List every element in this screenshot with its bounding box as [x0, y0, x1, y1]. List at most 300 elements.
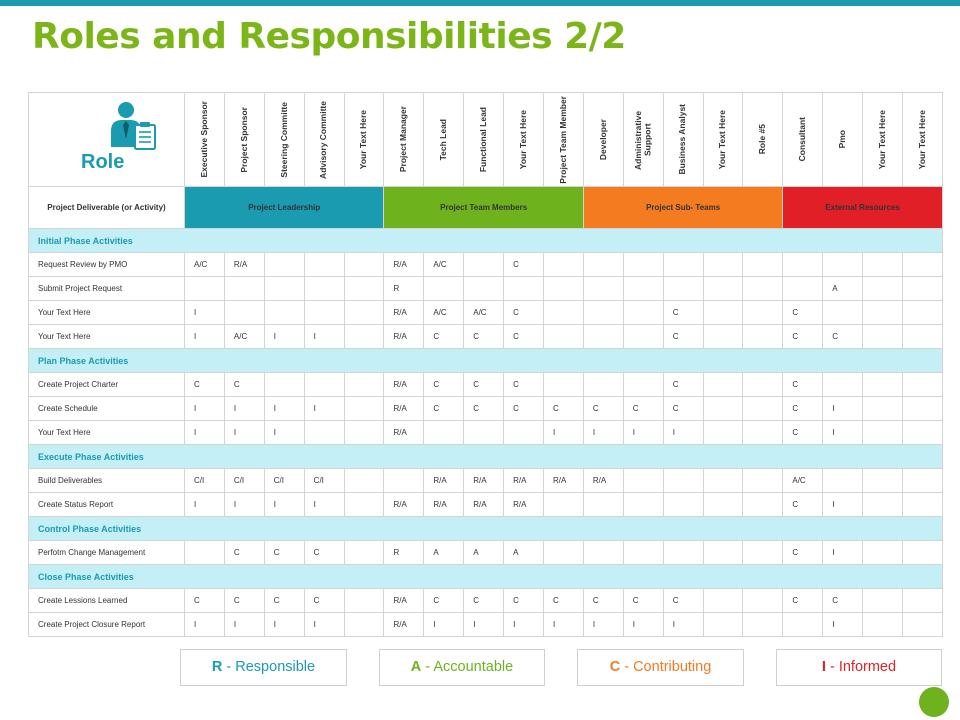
legend-text: - Responsible — [222, 659, 316, 675]
raci-cell: R/A — [424, 469, 464, 493]
raci-cell: C — [464, 325, 504, 349]
raci-cell — [344, 469, 384, 493]
role-column-header — [264, 93, 304, 187]
raci-cell — [344, 493, 384, 517]
role-name: Your Text Here — [358, 109, 369, 170]
raci-cell: R/A — [384, 493, 424, 517]
legend-item — [379, 649, 545, 686]
raci-cell — [583, 493, 623, 517]
raci-cell — [304, 421, 344, 445]
raci-cell: R/A — [384, 325, 424, 349]
raci-cell — [304, 277, 344, 301]
raci-cell: I — [304, 325, 344, 349]
raci-cell: C — [224, 589, 264, 613]
raci-cell: A — [464, 541, 504, 565]
role-name: Advisory Committe — [318, 100, 329, 179]
role-name: Executive Sponsor — [198, 101, 209, 178]
raci-cell — [344, 421, 384, 445]
raci-cell — [224, 277, 264, 301]
raci-cell — [703, 613, 743, 637]
raci-cell — [344, 589, 384, 613]
raci-cell — [304, 301, 344, 325]
raci-cell — [703, 277, 743, 301]
raci-cell — [743, 421, 783, 445]
page-title: Roles and Responsibilities 2/2 — [32, 16, 626, 57]
raci-cell — [743, 493, 783, 517]
raci-cell — [264, 301, 304, 325]
raci-cell: C — [823, 589, 863, 613]
raci-cell — [504, 277, 544, 301]
raci-cell — [783, 253, 823, 277]
group-header: Project Sub- Teams — [583, 187, 782, 229]
raci-cell: I — [185, 397, 225, 421]
role-name: Your Text Here — [916, 109, 927, 170]
raci-cell — [344, 397, 384, 421]
raci-cell — [663, 277, 703, 301]
activity-name: Your Text Here — [29, 325, 185, 349]
raci-cell — [903, 469, 943, 493]
group-header: External Resources — [783, 187, 943, 229]
raci-cell: R/A — [384, 373, 424, 397]
table-row — [29, 397, 943, 421]
phase-row — [29, 349, 943, 373]
raci-cell — [264, 373, 304, 397]
raci-cell: I — [823, 541, 863, 565]
raci-cell: I — [264, 325, 304, 349]
role-column-header — [623, 93, 663, 187]
raci-cell: R/A — [224, 253, 264, 277]
raci-cell: I — [823, 493, 863, 517]
raci-cell — [743, 301, 783, 325]
raci-cell — [903, 613, 943, 637]
person-clipboard-icon — [109, 101, 159, 151]
raci-matrix — [28, 92, 943, 637]
role-column-header — [544, 93, 584, 187]
raci-cell: C — [783, 541, 823, 565]
role-name: Project Sponsor — [238, 106, 249, 173]
raci-cell: C — [304, 589, 344, 613]
raci-cell: R — [384, 541, 424, 565]
raci-cell — [743, 325, 783, 349]
raci-cell: C — [544, 397, 584, 421]
raci-cell: R/A — [504, 469, 544, 493]
role-name: Project Team Member — [557, 95, 568, 184]
table-row — [29, 325, 943, 349]
raci-cell: C — [304, 541, 344, 565]
raci-cell — [863, 541, 903, 565]
raci-cell: C — [823, 325, 863, 349]
raci-cell: A/C — [464, 301, 504, 325]
legend-text: - Accountable — [421, 659, 514, 675]
role-header-cell — [29, 93, 185, 187]
raci-cell: R/A — [544, 469, 584, 493]
raci-cell: I — [823, 613, 863, 637]
raci-cell — [703, 325, 743, 349]
raci-cell: I — [544, 613, 584, 637]
raci-cell: C/I — [224, 469, 264, 493]
raci-cell — [863, 277, 903, 301]
raci-cell — [903, 589, 943, 613]
raci-cell: C — [663, 301, 703, 325]
raci-cell — [623, 493, 663, 517]
raci-cell — [863, 469, 903, 493]
raci-cell: I — [583, 613, 623, 637]
legend-text: - Contributing — [620, 659, 712, 675]
raci-cell: I — [304, 397, 344, 421]
raci-cell: C — [783, 589, 823, 613]
phase-row — [29, 229, 943, 253]
raci-cell: C — [663, 589, 703, 613]
role-name: Functional Lead — [478, 106, 488, 173]
raci-cell: C — [783, 373, 823, 397]
activity-name: Submit Project Request — [29, 277, 185, 301]
raci-cell — [464, 421, 504, 445]
raci-cell: C — [504, 397, 544, 421]
activity-name: Create Project Closure Report — [29, 613, 185, 637]
raci-cell: C — [264, 589, 304, 613]
raci-cell — [544, 253, 584, 277]
phase-label: Initial Phase Activities — [29, 229, 943, 253]
legend-letter: R — [211, 659, 223, 675]
raci-cell: I — [464, 613, 504, 637]
role-name: Your Text Here — [717, 109, 728, 170]
raci-cell: C — [783, 493, 823, 517]
activity-name: Create Status Report — [29, 493, 185, 517]
raci-cell: A/C — [424, 301, 464, 325]
raci-cell: R/A — [384, 301, 424, 325]
raci-cell: C — [623, 589, 663, 613]
raci-cell: I — [504, 613, 544, 637]
group-header: Project Team Members — [384, 187, 583, 229]
table-row — [29, 253, 943, 277]
role-column-header — [344, 93, 384, 187]
raci-cell: C — [663, 397, 703, 421]
raci-cell — [623, 541, 663, 565]
raci-cell: C — [783, 301, 823, 325]
role-column-header — [224, 93, 264, 187]
raci-cell — [783, 277, 823, 301]
raci-cell — [544, 541, 584, 565]
role-name: Administrative Support — [632, 109, 653, 170]
phase-label: Close Phase Activities — [29, 565, 943, 589]
raci-cell — [583, 277, 623, 301]
activity-name: Create Lessions Learned — [29, 589, 185, 613]
table-row — [29, 373, 943, 397]
top-accent-bar — [0, 0, 960, 6]
raci-cell — [185, 541, 225, 565]
raci-cell: C — [264, 541, 304, 565]
raci-cell — [903, 253, 943, 277]
raci-cell — [304, 373, 344, 397]
raci-cell — [663, 253, 703, 277]
raci-cell: C/I — [304, 469, 344, 493]
role-name: Your Text Here — [876, 109, 887, 170]
raci-cell — [224, 301, 264, 325]
raci-cell: A/C — [185, 253, 225, 277]
raci-cell: I — [663, 421, 703, 445]
raci-cell: C — [504, 589, 544, 613]
table-row — [29, 469, 943, 493]
raci-cell: I — [185, 613, 225, 637]
phase-row — [29, 445, 943, 469]
raci-cell — [743, 373, 783, 397]
raci-cell: C — [504, 253, 544, 277]
raci-cell — [903, 397, 943, 421]
raci-cell — [583, 325, 623, 349]
raci-cell: C — [583, 589, 623, 613]
role-column-header — [903, 93, 943, 187]
activity-name: Request Review by PMO — [29, 253, 185, 277]
raci-cell — [663, 469, 703, 493]
role-header-row — [29, 93, 943, 187]
raci-cell — [903, 421, 943, 445]
role-name: Developer — [597, 118, 608, 161]
raci-cell: C — [783, 325, 823, 349]
raci-cell — [583, 541, 623, 565]
raci-cell — [703, 301, 743, 325]
raci-cell: I — [185, 325, 225, 349]
raci-cell — [703, 541, 743, 565]
raci-cell — [663, 541, 703, 565]
table-row — [29, 421, 943, 445]
activity-name: Build Deliverables — [29, 469, 185, 493]
raci-cell — [344, 541, 384, 565]
phase-row — [29, 517, 943, 541]
raci-cell — [623, 373, 663, 397]
legend-letter: C — [609, 659, 621, 675]
raci-cell — [903, 301, 943, 325]
raci-cell: C — [224, 373, 264, 397]
raci-cell: C/I — [185, 469, 225, 493]
raci-cell: R/A — [583, 469, 623, 493]
raci-cell — [863, 613, 903, 637]
raci-cell: I — [544, 421, 584, 445]
raci-cell: A — [823, 277, 863, 301]
group-header-row — [29, 187, 943, 229]
raci-cell — [703, 421, 743, 445]
raci-cell — [264, 253, 304, 277]
raci-cell — [703, 397, 743, 421]
raci-cell — [903, 277, 943, 301]
raci-cell: C — [224, 541, 264, 565]
raci-cell — [544, 277, 584, 301]
raci-cell: I — [823, 421, 863, 445]
raci-cell: I — [424, 613, 464, 637]
raci-cell: A/C — [783, 469, 823, 493]
role-column-header — [863, 93, 903, 187]
role-name: Pmo — [837, 130, 848, 149]
raci-cell — [344, 253, 384, 277]
role-column-header — [304, 93, 344, 187]
raci-cell: A/C — [424, 253, 464, 277]
raci-cell — [544, 325, 584, 349]
raci-cell: C — [424, 325, 464, 349]
raci-cell — [863, 397, 903, 421]
phase-label: Plan Phase Activities — [29, 349, 943, 373]
raci-cell: C — [504, 373, 544, 397]
raci-cell: C — [544, 589, 584, 613]
raci-cell — [903, 493, 943, 517]
role-column-header — [424, 93, 464, 187]
raci-cell: A — [504, 541, 544, 565]
raci-cell: I — [185, 493, 225, 517]
table-row — [29, 301, 943, 325]
raci-cell — [703, 469, 743, 493]
legend-item — [577, 649, 744, 686]
raci-cell: I — [185, 421, 225, 445]
raci-cell: I — [304, 613, 344, 637]
raci-cell — [583, 373, 623, 397]
raci-cell — [823, 301, 863, 325]
table-row — [29, 277, 943, 301]
phase-label: Control Phase Activities — [29, 517, 943, 541]
phase-row — [29, 565, 943, 589]
raci-cell — [863, 253, 903, 277]
raci-cell — [743, 589, 783, 613]
raci-cell — [264, 277, 304, 301]
raci-cell: I — [185, 301, 225, 325]
phase-label: Execute Phase Activities — [29, 445, 943, 469]
raci-cell: C — [424, 589, 464, 613]
role-column-header — [384, 93, 424, 187]
raci-cell — [783, 613, 823, 637]
raci-cell — [623, 253, 663, 277]
raci-cell — [903, 373, 943, 397]
raci-cell: C — [623, 397, 663, 421]
raci-cell — [623, 277, 663, 301]
raci-cell — [623, 469, 663, 493]
raci-cell — [344, 277, 384, 301]
legend-item — [180, 649, 347, 686]
raci-cell: I — [264, 421, 304, 445]
activity-name: Your Text Here — [29, 301, 185, 325]
raci-cell — [544, 493, 584, 517]
raci-cell — [823, 373, 863, 397]
raci-cell — [663, 493, 703, 517]
raci-cell — [863, 325, 903, 349]
role-column-header — [783, 93, 823, 187]
raci-cell — [703, 493, 743, 517]
raci-cell: I — [264, 613, 304, 637]
raci-cell: A — [424, 541, 464, 565]
raci-cell — [743, 253, 783, 277]
role-name: Business Analyst — [677, 104, 688, 175]
raci-cell: C — [583, 397, 623, 421]
role-column-header — [703, 93, 743, 187]
raci-cell: C — [663, 373, 703, 397]
raci-cell: I — [583, 421, 623, 445]
raci-cell: C — [783, 421, 823, 445]
table-row — [29, 589, 943, 613]
raci-cell: C — [783, 397, 823, 421]
raci-cell — [344, 325, 384, 349]
raci-cell — [544, 373, 584, 397]
raci-cell: R/A — [384, 397, 424, 421]
raci-cell — [743, 541, 783, 565]
raci-cell: R/A — [384, 253, 424, 277]
raci-cell: C — [464, 589, 504, 613]
raci-cell: C — [504, 325, 544, 349]
legend-letter: A — [410, 659, 422, 675]
raci-cell — [863, 589, 903, 613]
raci-cell: C/I — [264, 469, 304, 493]
raci-cell — [424, 277, 464, 301]
raci-cell — [703, 589, 743, 613]
raci-cell: I — [823, 397, 863, 421]
role-label: Role — [81, 151, 125, 173]
raci-cell — [743, 469, 783, 493]
raci-cell: C — [424, 397, 464, 421]
role-name: Role #5 — [757, 124, 768, 155]
role-name: Steering Committe — [278, 101, 289, 178]
activity-name: Create Schedule — [29, 397, 185, 421]
raci-cell: R/A — [384, 589, 424, 613]
table-row — [29, 613, 943, 637]
role-column-header — [743, 93, 783, 187]
raci-cell: C — [464, 397, 504, 421]
raci-cell: A/C — [224, 325, 264, 349]
role-name: Consultant — [797, 117, 808, 162]
role-name: Tech Lead — [438, 118, 449, 161]
raci-cell — [863, 421, 903, 445]
role-column-header — [583, 93, 623, 187]
raci-cell — [344, 301, 384, 325]
raci-cell: R/A — [424, 493, 464, 517]
raci-cell: I — [224, 421, 264, 445]
group-header: Project Leadership — [185, 187, 384, 229]
raci-cell — [185, 277, 225, 301]
raci-cell — [424, 421, 464, 445]
raci-cell — [823, 469, 863, 493]
role-column-header — [663, 93, 703, 187]
role-column-header — [823, 93, 863, 187]
raci-cell: C — [185, 589, 225, 613]
raci-cell — [903, 541, 943, 565]
raci-cell: C — [424, 373, 464, 397]
raci-cell: C — [464, 373, 504, 397]
raci-cell — [863, 301, 903, 325]
raci-cell — [743, 613, 783, 637]
role-column-header — [464, 93, 504, 187]
raci-cell: I — [264, 493, 304, 517]
raci-cell — [344, 373, 384, 397]
raci-cell — [464, 277, 504, 301]
table-row — [29, 493, 943, 517]
raci-cell: R/A — [464, 469, 504, 493]
raci-cell: C — [504, 301, 544, 325]
raci-cell — [823, 253, 863, 277]
activity-name: Perfotm Change Management — [29, 541, 185, 565]
role-column-header — [504, 93, 544, 187]
raci-cell — [703, 373, 743, 397]
raci-cell: R/A — [504, 493, 544, 517]
raci-cell: I — [663, 613, 703, 637]
activity-name: Create Project Charter — [29, 373, 185, 397]
raci-cell: C — [185, 373, 225, 397]
raci-cell: I — [623, 421, 663, 445]
raci-cell: R/A — [464, 493, 504, 517]
raci-cell — [743, 277, 783, 301]
raci-cell: C — [663, 325, 703, 349]
decorative-circle — [919, 687, 949, 717]
raci-cell: R — [384, 277, 424, 301]
activity-name: Your Text Here — [29, 421, 185, 445]
raci-cell — [384, 469, 424, 493]
role-column-header — [185, 93, 225, 187]
raci-cell — [703, 253, 743, 277]
raci-cell — [583, 253, 623, 277]
raci-cell — [464, 253, 504, 277]
